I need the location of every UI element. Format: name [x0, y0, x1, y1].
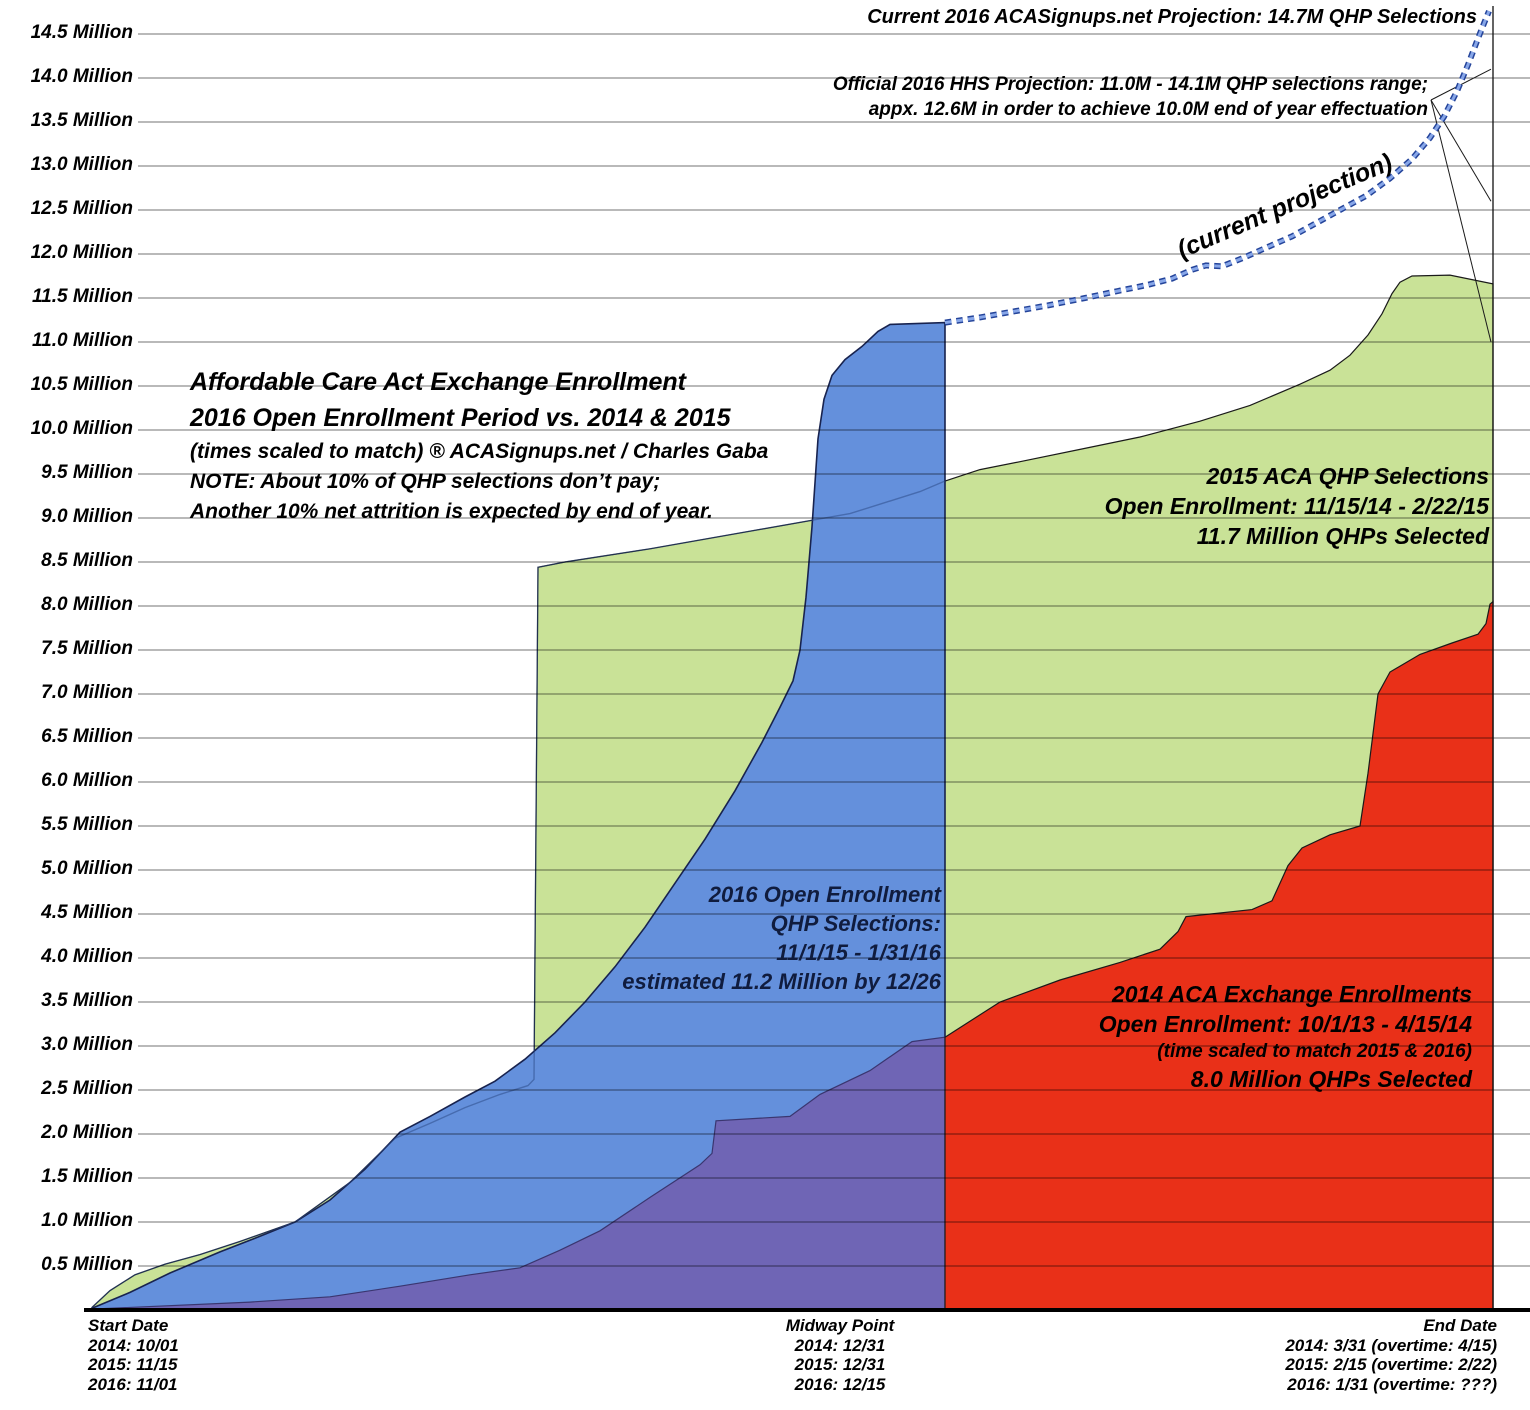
series-2015-label-line1: 2015 ACA QHP Selections: [1206, 463, 1489, 489]
projection-dotted-line-outline: [945, 11, 1489, 323]
y-axis-tick-label: 5.5 Million: [41, 814, 133, 835]
y-axis-tick-label: 4.0 Million: [41, 946, 133, 967]
x-start-title: Start Date: [88, 1316, 169, 1335]
x-end-2016: 2016: 1/31 (overtime: ???): [1287, 1374, 1497, 1394]
series-2014-label-line1: 2014 ACA Exchange Enrollments: [1111, 981, 1472, 1007]
x-axis-midway-block: [740, 1316, 940, 1394]
x-midway-title: Midway Point: [785, 1316, 895, 1335]
x-end-2014: 2014: 3/31 (overtime: 4/15): [1285, 1335, 1497, 1355]
y-axis-tick-label: 10.5 Million: [30, 374, 133, 395]
y-axis-tick-label: 12.0 Million: [30, 242, 133, 263]
hhs-projection-note-line2: appx. 12.6M in order to achieve 10.0M end of year effectuation: [868, 99, 1428, 120]
acasignups-projection-note: Current 2016 ACASignups.net Projection: 14.7M QHP Selections: [867, 6, 1477, 28]
y-axis-tick-label: 2.0 Million: [41, 1122, 133, 1143]
y-axis-tick-label: 13.5 Million: [30, 110, 133, 131]
y-axis-tick-label: 3.0 Million: [41, 1034, 133, 1055]
x-end-2015: 2015: 2/15 (overtime: 2/22): [1285, 1355, 1497, 1374]
series-2016-label-line2: QHP Selections:: [770, 911, 941, 936]
y-axis-tick-label: 8.5 Million: [41, 550, 133, 571]
x-start-2014: 2014: 10/01: [88, 1335, 179, 1355]
x-midway-2015: 2015: 12/31: [794, 1355, 886, 1374]
x-start-2015: 2015: 11/15: [88, 1355, 178, 1374]
current-projection-label: (current projection): [1173, 148, 1397, 264]
y-axis-tick-label: 7.0 Million: [41, 682, 133, 703]
y-axis-tick-label: 12.5 Million: [30, 198, 133, 219]
x-axis-end-block: [1285, 1316, 1497, 1394]
y-axis-tick-label: 14.0 Million: [30, 66, 133, 87]
y-axis-tick-label: 8.0 Million: [41, 594, 133, 615]
y-axis-tick-label: 1.0 Million: [41, 1210, 133, 1231]
series-2015-label-line2: Open Enrollment: 11/15/14 - 2/22/15: [1104, 493, 1489, 519]
series-2014-label-line2: Open Enrollment: 10/1/13 - 4/15/14: [1098, 1011, 1472, 1037]
chart-title-line4: NOTE: About 10% of QHP selections don’t pay;: [190, 470, 661, 493]
series-2015-label-line3: 11.7 Million QHPs Selected: [1196, 523, 1489, 549]
y-axis-tick-label: 11.5 Million: [31, 286, 133, 307]
y-axis-tick-label: 14.5 Million: [30, 22, 133, 43]
y-axis-tick-label: 1.5 Million: [41, 1166, 133, 1187]
x-axis-start-block: [88, 1316, 179, 1394]
x-midway-2014: 2014: 12/31: [794, 1335, 886, 1355]
y-axis-tick-label: 11.0 Million: [31, 330, 133, 351]
hhs-callout-line: [1431, 100, 1491, 201]
series-2016-label-line1: 2016 Open Enrollment: [708, 882, 941, 907]
y-axis-tick-label: 10.0 Million: [30, 418, 133, 439]
y-axis-tick-label: 3.5 Million: [41, 990, 133, 1011]
series-2014-label-line3: (time scaled to match 2015 & 2016): [1157, 1041, 1472, 1062]
y-axis-tick-label: 6.0 Million: [41, 770, 133, 791]
y-axis-tick-label: 0.5 Million: [41, 1254, 133, 1275]
y-axis-tick-label: 5.0 Million: [41, 858, 133, 879]
y-axis-tick-label: 9.5 Million: [41, 462, 133, 483]
series-2014-label-line4: 8.0 Million QHPs Selected: [1190, 1066, 1472, 1092]
chart-title-line1: Affordable Care Act Exchange Enrollment: [190, 368, 686, 396]
series-2016-label-line3: 11/1/15 - 1/31/16: [776, 940, 941, 965]
y-axis-tick-label: 4.5 Million: [41, 902, 133, 923]
chart-title-line2: 2016 Open Enrollment Period vs. 2014 & 2015: [190, 404, 731, 432]
x-start-2016: 2016: 11/01: [88, 1374, 178, 1394]
hhs-projection-note-line1: Official 2016 HHS Projection: 11.0M - 14.1M QHP selections range;: [832, 74, 1428, 95]
y-axis-tick-label: 13.0 Million: [30, 154, 133, 175]
y-axis-tick-label: 9.0 Million: [41, 506, 133, 527]
chart-title-line3: (times scaled to match) ® ACASignups.net / Charles Gaba: [190, 440, 769, 463]
y-axis-tick-label: 2.5 Million: [41, 1078, 133, 1099]
x-end-title: End Date: [1423, 1316, 1497, 1335]
series-2016-label-line4: estimated 11.2 Million by 12/26: [622, 969, 941, 994]
y-axis-tick-label: 7.5 Million: [41, 638, 133, 659]
x-midway-2016: 2016: 12/15: [794, 1374, 886, 1394]
y-axis-tick-label: 6.5 Million: [41, 726, 133, 747]
chart-title-line5: Another 10% net attrition is expected by end of year.: [190, 500, 713, 523]
